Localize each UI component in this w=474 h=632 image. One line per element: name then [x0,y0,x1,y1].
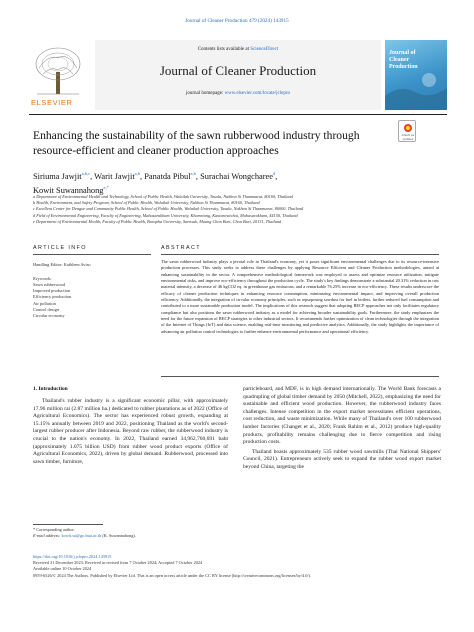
email-line [33,533,136,539]
author-separator: , [275,171,278,181]
section-heading-introduction: 1. Introduction [33,386,68,392]
abstract-end-rule [161,376,439,377]
footnote-rule [33,524,103,525]
author-name: Surachai Wongcharee [200,171,273,181]
keyword-item: Circular economy [33,313,65,319]
email-suffix: (K. Suwannahong). [101,533,136,538]
received-dates: Received 21 December 2023; Received in revised form 7 October 2024; Accepted 7 October 2024 [33,560,203,566]
author-separator: , [195,171,201,181]
corresponding-author-note: * Corresponding author. [33,527,75,532]
check-for-updates-button[interactable] [398,120,416,142]
paper-title: Enhancing the sustainability of the sawn rubberwood industry through resource-efficient and cleaner production approaches [33,129,360,157]
cover-title-line-2: Cleaner [389,57,410,63]
intro-left-column: Thailand's rubber industry is a significant economic pillar, with approximately 17.96 million rai (2.87 million ha.) dedicated to rubber plantations as of 2022 (Office of Agricultural Economics). The sector has experienced robust growth, expanding at 15.15% annually between 2019 and 2022, positioning Thailand as the world's second-largest rubber producer after Indonesia. Beyond raw rubber, the rubberwood industry is crucial to the nation's economy. In 2022, Thailand earned 34,962,760,691 baht (approximately 1.075 billion USD) from rubber wood product exports (Office of Agricultural Economics, 2022), driven by global demand. Rubberwood, processed into sawn timber, furniture, [33,398,228,465]
doi-link[interactable]: https://doi.org/10.1016/j.jclepro.2024.143915 [33,554,112,559]
keyword-item: Control design [33,306,59,312]
author-separator: , [90,171,95,181]
affiliation-line: c Excellent Center for Dengue and Community Public Health, School of Public Health, Walailak University, Tasala, Nakhon Si Thammarat, 80000, Thailand [33,206,304,212]
email-link[interactable]: kowit.su@go.buu.ac.th [61,533,102,538]
keyword-item: Improved production [33,288,71,294]
journal-reference[interactable]: Journal of Cleaner Production 479 (2024) 143915 [185,18,289,24]
affiliation-line: d Field of Environmental Engineering, Faculty of Engineering, Mahasarakham University, Khamriang, Kantarawichai, Mahasarakham, 44150, Thailand [33,212,298,218]
cover-title-line-1: Journal of [389,50,416,56]
intro-right-column [243,386,441,472]
author-affiliation-marker[interactable]: e,* [103,184,109,190]
intro-paragraph: Thailand boasts approximately 535 rubber wood sawmills (Thai National Shippers' Council, 2021). Entrepreneurs actively seek to expand the rubber wood export market beyond China, targeting the [243,448,441,470]
article-info-heading: ARTICLE INFO [33,245,87,251]
keyword-item: Efficiency production [33,294,72,300]
author-name: Kowit Suwannahong [33,185,104,195]
email-label: E-mail address: [33,533,62,538]
sciencedirect-link[interactable]: ScienceDirect [250,47,279,52]
affiliation-line: b Health, Environment, and Safety Program, School of Public Health, Walailak University, Nakhon Si Thammarat, 80160, Thailand [33,200,260,206]
author-name: Panatda Pibul [144,171,191,181]
footnotes [33,527,136,539]
author-item[interactable] [94,172,144,181]
journal-cover-thumbnail[interactable] [385,40,447,110]
contents-prefix: Contents lists available at [197,47,251,52]
cover-title-line-3: Production [389,64,418,70]
affiliations [33,194,443,225]
keyword-item: Sawn rubberwood [33,282,66,287]
intro-paragraph: particleboard, and MDF, is in high demand internationally. The World Bank forecasts a quadrupling of global timber demand by 2050 (Mitchell, 2022), emphasizing the need for sustainable and efficient wood production. However, the rubberwood industry faces challenges. Intense competition in the export market necessitates efficient operations, cost reduction, and waste minimization. While many of Thailand's over 100 rubberwood lumber factories (Changet et al., 2020; Frank Rahim et al., 2012) produce high-quality products, profitability remains challenging due to fierce competition and rising production costs. [243,386,441,446]
author-item[interactable] [144,172,200,181]
keywords-list [33,282,71,319]
author-list [33,168,433,196]
elsevier-tree-logo [29,44,87,108]
publisher-name: ELSEVIER [31,98,73,107]
author-affiliation-marker[interactable]: a,b,c [81,171,91,176]
banner-center [95,40,381,110]
cover-art-icon [385,40,447,110]
handling-editor: Handling Editor: Kathleen Aviso [33,262,91,267]
abstract-rule [161,254,439,255]
homepage-prefix: journal homepage: [185,91,225,96]
contents-line [95,47,381,52]
author-name: Siriuma Jawjit [33,171,82,181]
author-separator: , [140,171,145,181]
journal-title: Journal of Cleaner Production [159,63,317,78]
license-line: 0959-6526/© 2024 The Authors. Published by Elsevier Ltd. This is an open access article under the CC BY license (http://creativecommons.org/licenses/by/4.0/). [33,572,312,578]
abstract-body: The sawn rubberwood industry plays a pivotal role in Thailand's economy, yet it poses significant environmental challenges due to its resource-intensive production processes. This study seeks to address these challenges by applying Resource Efficient and Cleaner Production methodologies, aimed at enhancing sustainability in the sector. A comprehensive methodological framework was employed to assess and optimize resource utilization, mitigate environmental risks, and improve eco-efficiency throughout the production cycle. The study's key findings demonstrate a substantial 20.31% reduction in raw material intensity, a decrease of 46 kgCO2 eq. in greenhouse gas emissions, and a remarkable 76.25% increase in eco-efficiency. These results underscore the efficacy of cleaner production techniques in enhancing resource consumption, minimizing environmental impact, and improving overall production efficiency. Additionally, the integration of circular economy principles, such as repurposing sawdust for fuel in boilers, further reduced fuel consumption and contributed to a more sustainable production model. The implications of this research suggest that adopting RECP approaches not only facilitates regulatory compliance but also positions the sawn rubberwood industry as a model for achieving broader sustainability goals. Furthermore, the study emphasizes the need for the future expansion of RECP strategies to other industrial sectors. It recommends further optimization of clean technologies through the integration of the Internet of Things (IoT) and data science, enabling real-time monitoring and predictive analytics. Additionally, the study highlights the importance of advancing air pollution control technologies to further enhance environmental performance and operational efficiency. [161,259,439,334]
abstract-heading: ABSTRACT [161,245,201,251]
article-info-rule [33,254,151,255]
author-affiliation-marker[interactable]: d [272,171,276,176]
publication-info [33,554,443,579]
author-affiliation-marker[interactable]: a,b [190,171,196,176]
author-item[interactable] [200,172,277,181]
homepage-line [95,91,381,96]
check-updates-label: Check for updates [401,133,415,141]
author-item[interactable] [33,172,94,181]
affiliation-line: e Department of Environmental Health, Faculty of Public Health, Burapha University, Saensuk, Muang Chon Buri, Chon Buri, 20131, Thailand [33,218,282,224]
affiliation-line: a Department of Environmental Health and Technology, School of Public Health, Walailak University, Tasala, Nakhon Si Thammarat, 80160, Thailand [33,194,293,199]
author-affiliation-marker[interactable]: a,b [134,171,141,176]
tree-icon [29,44,87,96]
keyword-item: Air pollution [33,300,56,306]
homepage-link[interactable]: www.elsevier.com/locate/jclepro [224,91,291,96]
available-online: Available online 10 October 2024 [33,566,92,572]
banner-rule [29,114,447,115]
keywords-label: Keywords: [33,276,52,281]
author-name: Warit Jawjit [94,171,135,181]
journal-banner [29,40,447,110]
